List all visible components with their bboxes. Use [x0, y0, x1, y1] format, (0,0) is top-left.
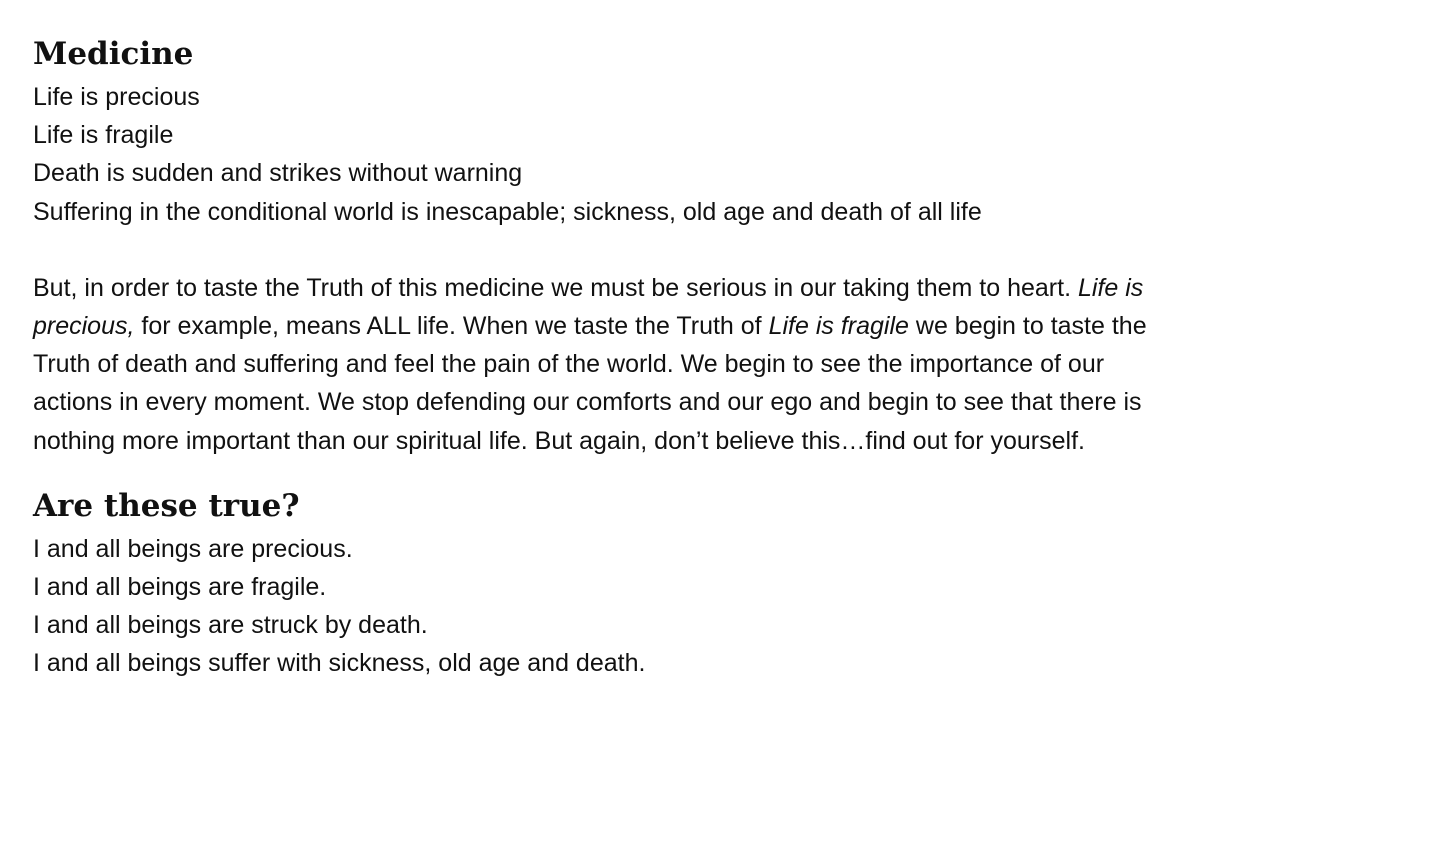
paragraph-text: we begin to taste the	[908, 312, 1147, 341]
paragraph-text: But, in order to taste the Truth of this medicine we must be serious in our taking them to heart.	[33, 273, 1078, 302]
paragraph-row	[33, 269, 1353, 307]
document-page	[33, 30, 1423, 683]
truth-line: I and all beings are fragile.	[33, 573, 327, 602]
paragraph-emphasis: precious,	[33, 312, 135, 341]
paragraph-row	[33, 307, 1353, 345]
medicine-line: Life is precious	[33, 83, 200, 111]
paragraph-emphasis: Life is	[1077, 273, 1144, 302]
medicine-line: Death is sudden and strikes without warning	[33, 159, 523, 188]
paragraph-row: Truth of death and suffering and feel the pain of the world. We begin to see the importance of our	[33, 350, 1105, 379]
paragraph-row: nothing more important than our spiritual life. But again, don’t believe this…find out for yourself.	[33, 426, 1085, 455]
paragraph-text: for example, means ALL life. When we taste the Truth of	[134, 312, 769, 341]
truth-line: I and all beings are struck by death.	[33, 611, 428, 640]
truths-list	[33, 530, 1423, 683]
medicine-paragraph	[33, 269, 1353, 460]
truth-line: I and all beings are precious.	[33, 534, 353, 563]
medicine-list	[33, 78, 1423, 231]
heading-medicine: Medicine	[33, 36, 194, 72]
paragraph-row: actions in every moment. We stop defending our comforts and our ego and begin to see that there is	[33, 388, 1142, 417]
paragraph-emphasis: Life is fragile	[768, 312, 909, 341]
heading-are-these-true: Are these true?	[33, 487, 300, 524]
truth-line: I and all beings suffer with sickness, old age and death.	[33, 649, 646, 678]
medicine-line: Life is fragile	[33, 121, 174, 150]
medicine-line: Suffering in the conditional world is inescapable; sickness, old age and death of all life	[33, 197, 982, 226]
